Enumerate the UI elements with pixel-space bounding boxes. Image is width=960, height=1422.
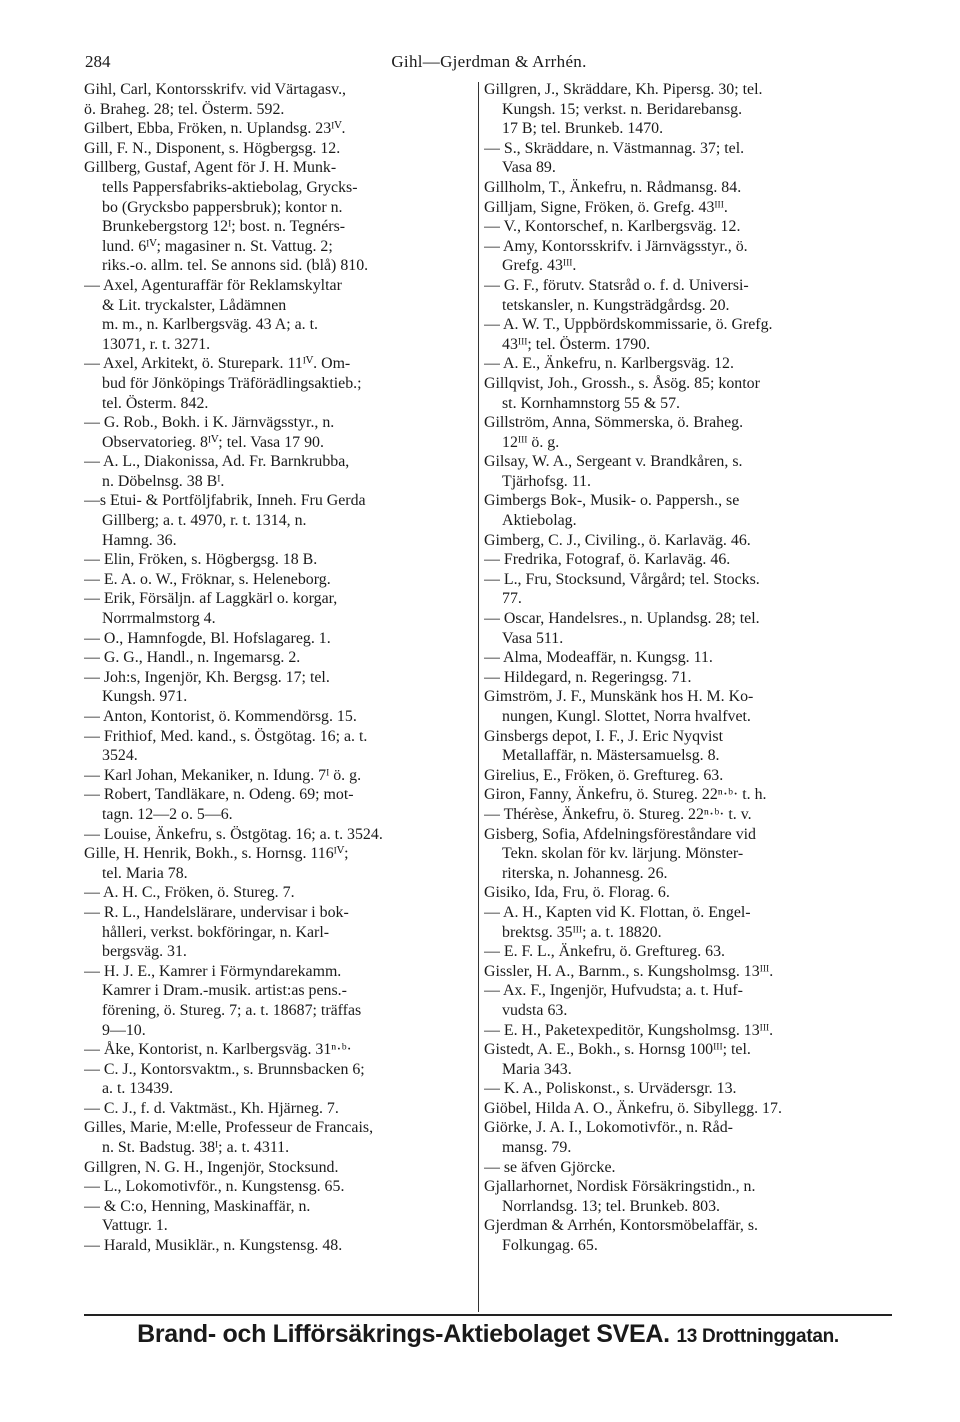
directory-entry-line: bud för Jönköpings Träförädlingsaktieb.; [102, 374, 362, 392]
directory-entry-line: hålleri, verkst. bokföringar, n. Karl- [102, 923, 330, 941]
directory-entry-line: Gisberg, Sofia, Afdelningsföreståndare vid [484, 825, 756, 843]
footer-rule [84, 1314, 892, 1316]
directory-entry-line: Gistedt, A. E., Bokh., s. Hornsg 100ᴵᴵᴵ; tel. [484, 1041, 751, 1059]
directory-entry-line: — Joh:s, Ingenjör, Kh. Bergsg. 17; tel. [84, 668, 330, 686]
directory-column-right [484, 80, 890, 1256]
directory-entry-line: Gilles, Marie, M:elle, Professeur de Francais, [84, 1119, 374, 1137]
directory-entry-line: Gilbert, Ebba, Fröken, n. Uplandsg. 23ᴵⱽ. [84, 120, 346, 138]
directory-entry-line: Gilljam, Signe, Fröken, ö. Grefg. 43ᴵᴵᴵ. [484, 198, 728, 216]
directory-entry-line: — Louise, Änkefru, s. Östgötag. 16; a. t. 3524. [84, 825, 383, 843]
directory-entry-line: bo (Grycksbo pappersbruk); kontor n. [102, 198, 343, 216]
directory-entry-line: Girelius, E., Fröken, ö. Greftureg. 63. [484, 766, 724, 784]
directory-entry-line: tagn. 12—2 o. 5—6. [102, 805, 233, 823]
directory-entry-line: Gillgren, J., Skräddare, Kh. Pipersg. 30; tel. [484, 81, 763, 98]
directory-entry-line: — A. L., Diakonissa, Ad. Fr. Barnkrubba, [84, 453, 350, 471]
directory-entry-line: — A. E., Änkefru, n. Karlbergsväg. 12. [484, 355, 734, 373]
directory-entry-line: mansg. 79. [502, 1139, 572, 1157]
directory-entry-line: Tekn. skolan för kv. lärjung. Mönster- [502, 845, 744, 863]
directory-entry-line: — E. H., Paketexpeditör, Kungsholmsg. 13ᴵᴵᴵ. [484, 1021, 774, 1039]
directory-entry-line: Kungsh. 971. [102, 688, 188, 706]
directory-entry-line: Kamrer i Dram.-musik. artist:as pens.- [102, 982, 347, 1000]
directory-entry-line: — Harald, Musiklär., n. Kungstensg. 48. [84, 1237, 343, 1255]
directory-entry-line: — L., Lokomotivför., n. Kungstensg. 65. [84, 1178, 345, 1196]
directory-entry-line: Gille, H. Henrik, Bokh., s. Hornsg. 116ᴵⱽ; [84, 845, 349, 863]
directory-entry-line: — Frithiof, Med. kand., s. Östgötag. 16; a. t. [84, 727, 368, 745]
directory-entry-line: — Axel, Agenturaffär för Reklamskyltar [84, 276, 342, 294]
footer-advertisement [84, 1320, 892, 1356]
directory-entry-line: Gilsay, W. A., Sergeant v. Brandkåren, s. [484, 453, 743, 471]
directory-entry-line: — R. L., Handelslärare, undervisar i bok- [84, 903, 349, 921]
directory-entry-line: Folkungag. 65. [502, 1237, 598, 1255]
directory-entry-line: 77. [502, 590, 522, 608]
directory-entry-line: Gillgren, N. G. H., Ingenjör, Stocksund. [84, 1158, 339, 1176]
directory-entry-line: — H. J. E., Kamrer i Förmyndarekamm. [84, 962, 342, 980]
directory-entry-line: Gjallarhornet, Nordisk Försäkringstidn., n. [484, 1178, 756, 1196]
directory-entry-line: — Erik, Försäljn. af Laggkärl o. korgar, [84, 590, 338, 608]
directory-entry-line: Gillqvist, Joh., Grossh., s. Åsög. 85; kontor [484, 374, 760, 392]
directory-entry-line: Gillberg, Gustaf, Agent för J. H. Munk- [84, 159, 337, 177]
directory-entry-line: Gihl, Carl, Kontorsskrifv. vid Värtagasv., [84, 81, 347, 98]
page-number: 284 [85, 52, 111, 71]
directory-entry-line: Kungsh. 15; verkst. n. Beridarebansg. [502, 100, 743, 118]
directory-entry-line: Hamng. 36. [102, 531, 177, 549]
directory-entry-line: riterska, n. Johannesg. 26. [502, 864, 668, 882]
page-title: Gihl—Gjerdman & Arrhén. [391, 52, 587, 71]
directory-entry-line: ö. Braheg. 28; tel. Österm. 592. [84, 100, 285, 118]
directory-entry-line: bergsväg. 31. [102, 943, 187, 961]
directory-entry-line: Norrmalmstorg 4. [102, 610, 216, 628]
directory-entry-line: — L., Fru, Stocksund, Vårgård; tel. Stocks. [484, 570, 760, 588]
directory-entry-line: Aktiebolag. [502, 512, 577, 530]
directory-entry-line: — Oscar, Handelsres., n. Uplandsg. 28; tel. [484, 610, 760, 628]
directory-entry-line: Brunkebergstorg 12ᴵ; bost. n. Tegnérs- [102, 218, 346, 236]
directory-entry-line: 3524. [102, 747, 138, 765]
directory-entry-line: st. Kornhamnstorg 55 & 57. [502, 394, 681, 412]
directory-entry-line: & Lit. tryckalster, Lådämnen [102, 296, 287, 314]
directory-entry-line: Tjärhofsg. 11. [502, 472, 591, 490]
directory-entry-line: Gissler, H. A., Barnm., s. Kungsholmsg. 13ᴵᴵᴵ. [484, 962, 774, 980]
directory-entry-line: — & C:o, Henning, Maskinaffär, n. [84, 1197, 311, 1215]
directory-entry-line: — C. J., Kontorsvaktm., s. Brunnsbacken 6; [84, 1060, 365, 1078]
directory-entry-line: Gillström, Anna, Sömmerska, ö. Braheg. [484, 414, 744, 432]
directory-entry-line: nungen, Kungl. Slottet, Norra hvalfvet. [502, 708, 751, 725]
directory-entry-line: tel. Österm. 842. [102, 394, 209, 412]
directory-entry-line: — A. W. T., Uppbördskommissarie, ö. Grefg. [484, 316, 773, 334]
directory-entry-line: Gill, F. N., Disponent, s. Högbergsg. 12. [84, 139, 341, 157]
directory-entry-line: 9—10. [102, 1021, 146, 1039]
advert-address: 13 Drottninggatan. [676, 1326, 839, 1347]
directory-entry-line: Gisiko, Ida, Fru, ö. Florag. 6. [484, 884, 670, 902]
directory-entry-line: — Anton, Kontorist, ö. Kommendörsg. 15. [84, 708, 357, 725]
directory-entry-line: Gimberg, C. J., Civiling., ö. Karlaväg. 46. [484, 531, 751, 549]
directory-entry-line: — A. H., Kapten vid K. Flottan, ö. Engel- [484, 903, 751, 921]
column-divider [478, 82, 479, 1312]
directory-entry-line: Grefg. 43ᴵᴵᴵ. [502, 257, 577, 275]
directory-entry-line: Giron, Fanny, Änkefru, ö. Stureg. 22ⁿ·ᵇ· t. h. [484, 786, 767, 804]
directory-entry-line: 43ᴵᴵᴵ; tel. Österm. 1790. [502, 335, 651, 353]
directory-entry-line: tells Pappersfabriks-aktiebolag, Grycks- [102, 178, 358, 196]
directory-entry-line: Gimström, J. F., Munskänk hos H. M. Ko- [484, 688, 754, 706]
directory-entry-line: — Fredrika, Fotograf, ö. Karlaväg. 46. [484, 551, 731, 569]
directory-entry-line: — Ax. F., Ingenjör, Hufvudsta; a. t. Huf- [484, 982, 743, 1000]
directory-entry-line: —s Etui- & Portföljfabrik, Inneh. Fru Gerda [84, 492, 366, 510]
directory-entry-line: tetskansler, n. Kungsträdgårdsg. 20. [502, 296, 730, 314]
directory-entry-line: — G. G., Handl., n. Ingemarsg. 2. [84, 649, 301, 667]
directory-entry-line: Gillberg; a. t. 4970, r. t. 1314, n. [102, 512, 307, 530]
directory-entry-line: Vasa 89. [502, 159, 556, 177]
directory-entry-line: — G. Rob., Bokh. i K. Järnvägsstyr., n. [84, 414, 335, 432]
directory-entry-line: Vasa 511. [502, 629, 564, 647]
directory-entry-line: 12ᴵᴵᴵ ö. g. [502, 433, 560, 451]
directory-entry-line: — E. F. L., Änkefru, ö. Greftureg. 63. [484, 943, 726, 961]
directory-entry-line: Ginsbergs depot, I. F., J. Eric Nyqvist [484, 727, 723, 745]
directory-entry-line: — G. F., förutv. Statsråd o. f. d. Universi- [484, 276, 749, 294]
directory-entry-line: n. St. Badstug. 38ᴵ; a. t. 4311. [102, 1139, 290, 1157]
directory-entry-line: — Alma, Modeaffär, n. Kungsg. 11. [484, 649, 713, 667]
directory-entry-line: — se äfven Gjörcke. [484, 1158, 616, 1176]
directory-entry-line: Giörke, J. A. I., Lokomotivför., n. Råd- [484, 1119, 733, 1137]
directory-entry-line: — C. J., f. d. Vaktmäst., Kh. Hjärneg. 7. [84, 1099, 339, 1117]
directory-entry-line: Gimbergs Bok-, Musik- o. Pappersh., se [484, 492, 740, 510]
directory-entry-line: a. t. 13439. [102, 1080, 174, 1098]
directory-entry-line: 17 B; tel. Brunkeb. 1470. [502, 120, 664, 138]
advert-text: Brand- och Lifförsäkrings-Aktiebolaget SVEA. [137, 1320, 670, 1348]
directory-entry-line: Gjerdman & Arrhén, Kontorsmöbelaffär, s. [484, 1217, 758, 1235]
directory-entry-line: — O., Hamnfogde, Bl. Hofslagareg. 1. [84, 629, 331, 647]
directory-entry-line: brektsg. 35ᴵᴵᴵ; a. t. 18820. [502, 923, 662, 941]
directory-entry-line: lund. 6ᴵⱽ; magasiner n. St. Vattug. 2; [102, 237, 333, 255]
directory-entry-line: Gillholm, T., Änkefru, n. Rådmansg. 84. [484, 178, 742, 196]
directory-entry-line: tel. Maria 78. [102, 864, 188, 882]
directory-entry-line: — K. A., Poliskonst., s. Urvädersgr. 13. [484, 1080, 737, 1098]
directory-column-left [84, 80, 476, 1256]
directory-entry-line: — E. A. o. W., Fröknar, s. Heleneborg. [84, 570, 331, 588]
directory-entry-line: n. Döbelnsg. 38 Bᴵ. [102, 472, 225, 490]
directory-entry-line: — Robert, Tandläkare, n. Odeng. 69; mot- [84, 786, 354, 804]
directory-entry-line: m. m., n. Karlbergsväg. 43 A; a. t. [102, 316, 318, 334]
directory-entry-line: riks.-o. allm. tel. Se annons sid. (blå) 810. [102, 257, 369, 275]
directory-entry-line: förening, ö. Stureg. 7; a. t. 18687; träffas [102, 1001, 362, 1019]
directory-entry-line: — A. H. C., Fröken, ö. Stureg. 7. [84, 884, 295, 902]
directory-entry-line: Giöbel, Hilda A. O., Änkefru, ö. Sibyllegg. 17. [484, 1099, 782, 1117]
directory-entry-line: — Hildegard, n. Regeringsg. 71. [484, 668, 692, 686]
directory-entry-line: — Thérèse, Änkefru, ö. Stureg. 22ⁿ·ᵇ· t. v. [484, 805, 752, 823]
directory-entry-line: — Axel, Arkitekt, ö. Sturepark. 11ᴵⱽ. Om- [84, 355, 351, 373]
directory-entry-line: Observatorieg. 8ᴵⱽ; tel. Vasa 17 90. [102, 433, 324, 451]
directory-entry-line: — Amy, Kontorsskrifv. i Järnvägsstyr., ö. [484, 237, 748, 255]
directory-entry-line: 13071, r. t. 3271. [102, 335, 211, 353]
directory-entry-line: — S., Skräddare, n. Västmannag. 37; tel. [484, 139, 745, 157]
directory-entry-line: — Elin, Fröken, s. Högbergsg. 18 B. [84, 551, 318, 569]
directory-entry-line: Norrlandsg. 13; tel. Brunkeb. 803. [502, 1197, 721, 1215]
directory-entry-line: Maria 343. [502, 1060, 572, 1078]
directory-entry-line: Vattugr. 1. [102, 1217, 168, 1235]
page-header [85, 52, 893, 82]
directory-entry-line: — Åke, Kontorist, n. Karlbergsväg. 31ⁿ·ᵇ· [84, 1041, 352, 1059]
directory-entry-line: Metallaffär, n. Mästersamuelsg. 8. [502, 747, 720, 765]
directory-entry-line: — V., Kontorschef, n. Karlbergsväg. 12. [484, 218, 741, 236]
directory-entry-line: vudsta 63. [502, 1001, 568, 1019]
directory-entry-line: — Karl Johan, Mekaniker, n. Idung. 7ᴵ ö. g. [84, 766, 362, 784]
